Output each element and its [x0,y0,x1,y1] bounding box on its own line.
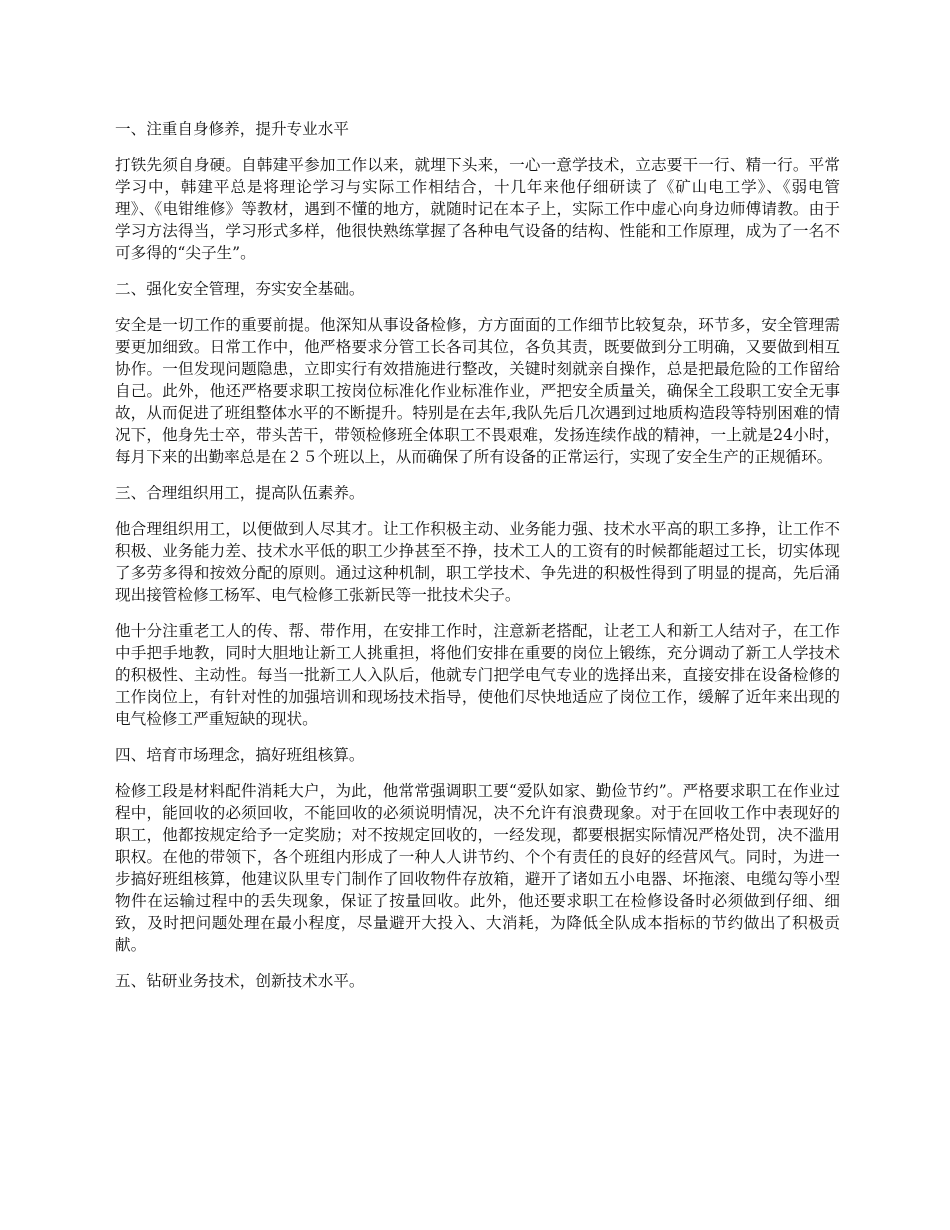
section-1-paragraph-1: 打铁先须自身硬。自韩建平参加工作以来，就埋下头来，一心一意学技术，立志要干一行、精一行。平常学习中，韩建平总是将理论学习与实际工作相结合，十几年来他仔细研读了《矿山电工学》、《弱电管理》、《电钳维修》等教材，遇到不懂的地方，就随时记在本子上，实际工作中虚心向身边师傅请教。由于学习方法得当，学习形式多样，他很快熟练掌握了各种电气设备的结构、性能和工作原理，成为了一名不可多得的“尖子生”。 [115,156,840,262]
section-3-paragraph-1: 他合理组织用工，以便做到人尽其才。让工作积极主动、业务能力强、技术水平高的职工多挣，让工作不积极、业务能力差、技术水平低的职工少挣甚至不挣，技术工人的工资有的时候都能超过工长，切实体现了多劳多得和按效分配的原则。通过这种机制，职工学技术、争先进的积极性得到了明显的提高，先后涌现出接管检修工杨军、电气检修工张新民等一批技术尖子。 [115,520,840,604]
section-heading-4: 四、培育市场理念，搞好班组核算。 [115,746,365,764]
section-2-paragraph-1: 安全是一切工作的重要前提。他深知从事设备检修，方方面面的工作细节比较复杂，环节多，安全管理需要更加细致。日常工作中，他严格要求分管工长各司其位，各负其责，既要做到分工明确，又要做到相互协作。一但发现问题隐患，立即实行有效措施进行整改，关键时刻就亲自操作，总是把最危险的工作留给自己。此外，他还严格要求职工按岗位标准化作业标准作业，严把安全质量关，确保全工段职工安全无事故，从而促进了班组整体水平的不断提升。特别是在去年,我队先后几次遇到过地质构造段等特别困难的情况下，他身先士卒，带头苦干，带领检修班全体职工不畏艰难，发扬连续作战的精神，一上就是24小时，每月下来的出勤率总是在２５个班以上，从而确保了所有设备的正常运行，实现了安全生产的正规循环。 [115,316,840,466]
section-heading-1: 一、注重自身修养，提升专业水平 [115,120,349,138]
section-heading-2: 二、强化安全管理，夯实安全基础。 [115,280,365,298]
section-heading-3: 三、合理组织用工，提高队伍素养。 [115,484,365,502]
document-page [115,118,840,1006]
section-heading-5: 五、钻研业务技术，创新技术水平。 [115,972,365,990]
section-3-paragraph-2: 他十分注重老工人的传、帮、带作用，在安排工作时，注意新老搭配，让老工人和新工人结对子，在工作中手把手地教，同时大胆地让新工人挑重担，将他们安排在重要的岗位上锻练，充分调动了新工人学技术的积极性、主动性。每当一批新工人入队后，他就专门把学电气专业的选择出来，直接安排在设备检修的工作岗位上，有针对性的加强培训和现场技术指导，使他们尽快地适应了岗位工作，缓解了近年来出现的电气检修工严重短缺的现状。 [115,622,840,728]
section-4-paragraph-1: 检修工段是材料配件消耗大户，为此，他常常强调职工要“爱队如家、勤俭节约”。严格要求职工在作业过程中，能回收的必须回收，不能回收的必须说明情况，决不允许有浪费现象。对于在回收工作中表现好的职工，他都按规定给予一定奖励；对不按规定回收的，一经发现，都要根据实际情况严格处罚，决不滥用职权。在他的带领下，各个班组内形成了一种人人讲节约、个个有责任的良好的经营风气。同时，为进一步搞好班组核算，他建议队里专门制作了回收物件存放箱，避开了诸如五小电器、坏拖滚、电缆勾等小型物件在运输过程中的丢失现象，保证了按量回收。此外，他还要求职工在检修设备时必须做到仔细、细致，及时把问题处理在最小程度，尽量避开大投入、大消耗，为降低全队成本指标的节约做出了积极贡献。 [115,782,840,954]
